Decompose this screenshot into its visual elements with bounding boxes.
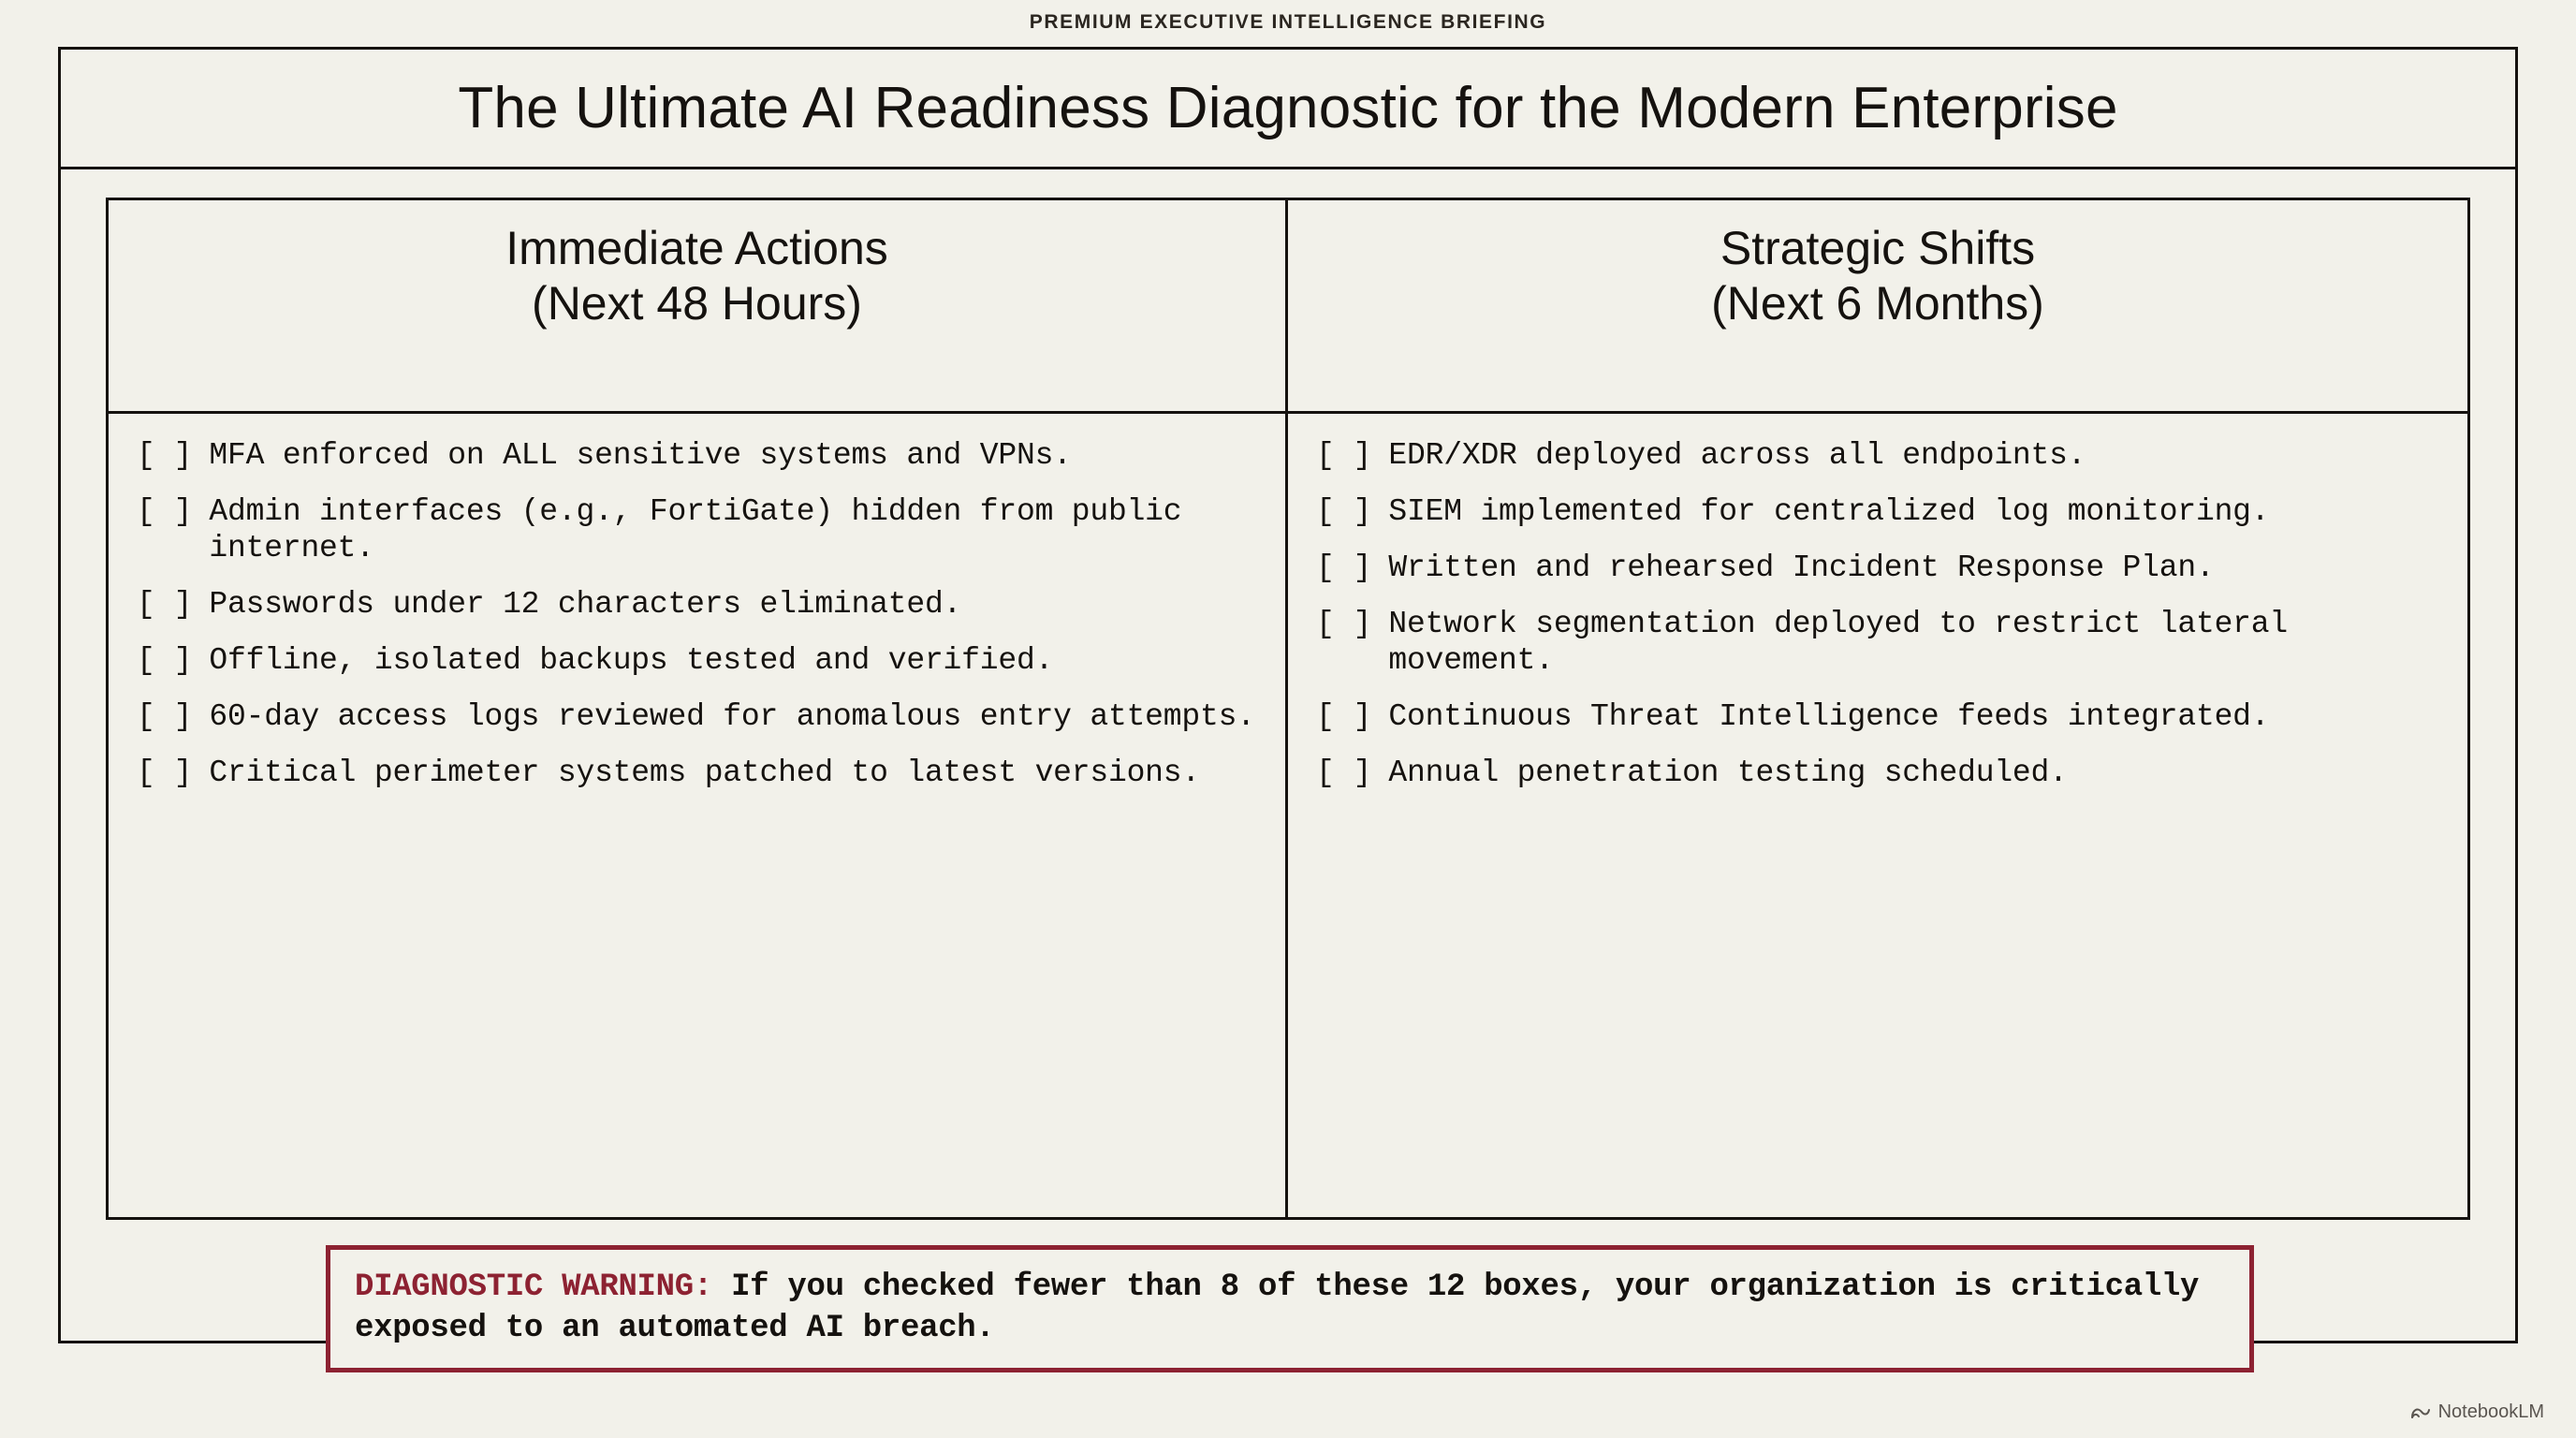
column-header-immediate-actions [109,200,1285,414]
diagnostic-warning-box [326,1245,2254,1372]
checkbox-icon[interactable]: [ ] [137,755,193,790]
list-item[interactable] [137,438,1261,475]
checklist-columns [106,198,2470,1220]
checkbox-icon[interactable]: [ ] [137,642,193,678]
list-item-label: Passwords under 12 characters eliminated. [209,586,962,622]
checkbox-icon[interactable]: [ ] [1316,550,1372,585]
checkbox-icon[interactable]: [ ] [1316,755,1372,790]
list-item[interactable] [1316,607,2443,680]
checkbox-icon[interactable]: [ ] [1316,493,1372,529]
checkbox-icon[interactable]: [ ] [1316,606,1372,641]
list-item[interactable] [137,494,1261,567]
list-item-label: Written and rehearsed Incident Response Plan. [1388,550,2215,585]
column-strategic-shifts [1288,200,2467,1217]
list-item[interactable] [137,699,1261,736]
column-body-strategic-shifts [1288,414,2467,1217]
list-item-label: Admin interfaces (e.g., FortiGate) hidden from public internet. [209,493,1182,565]
column-heading-sub: (Next 48 Hours) [532,277,862,330]
list-item-label: Continuous Threat Intelligence feeds integrated. [1388,698,2270,734]
checkbox-icon[interactable]: [ ] [137,698,193,734]
checkbox-icon[interactable]: [ ] [137,493,193,529]
column-immediate-actions [109,200,1288,1217]
checkbox-icon[interactable]: [ ] [1316,438,1372,473]
notebooklm-brand-label: NotebookLM [2437,1401,2544,1422]
eyebrow-label: PREMIUM EXECUTIVE INTELLIGENCE BRIEFING [1029,11,1547,33]
page-title: The Ultimate AI Readiness Diagnostic for the Modern Enterprise [458,76,2118,140]
notebooklm-brand [2410,1401,2544,1423]
title-bar [61,50,2515,169]
list-item[interactable] [1316,550,2443,587]
list-item-label: Annual penetration testing scheduled. [1388,755,2068,790]
list-item[interactable] [137,756,1261,792]
checkbox-icon[interactable]: [ ] [137,438,193,473]
list-item-label: MFA enforced on ALL sensitive systems and VPNs. [209,438,1072,473]
list-item-label: SIEM implemented for centralized log monitoring. [1388,493,2270,529]
column-heading-sub: (Next 6 Months) [1711,277,2044,330]
column-heading-main: Strategic Shifts [1720,222,2036,274]
diagnostic-sheet [58,47,2518,1343]
list-item[interactable] [137,643,1261,680]
notebooklm-logo-icon [2410,1405,2431,1420]
diagnostic-warning-body: If you checked fewer than 8 of these 12 boxes, your organization is critically exposed to an automated AI breach. [355,1269,2200,1347]
checkbox-icon[interactable]: [ ] [137,586,193,622]
column-body-immediate-actions [109,414,1285,1217]
list-item-label: 60-day access logs reviewed for anomalous entry attempts. [209,698,1255,734]
list-item[interactable] [1316,438,2443,475]
list-item[interactable] [137,587,1261,624]
list-item-label: EDR/XDR deployed across all endpoints. [1388,438,2086,473]
list-item-label: Offline, isolated backups tested and verified. [209,642,1054,678]
list-item[interactable] [1316,699,2443,736]
list-item[interactable] [1316,756,2443,792]
checkbox-icon[interactable]: [ ] [1316,698,1372,734]
list-item-label: Network segmentation deployed to restrict lateral movement. [1388,606,2288,678]
diagnostic-warning-label: DIAGNOSTIC WARNING: [355,1269,712,1305]
diagnostic-warning-text [355,1267,2225,1349]
column-header-strategic-shifts [1288,200,2467,414]
column-heading-main: Immediate Actions [505,222,888,274]
list-item-label: Critical perimeter systems patched to latest versions. [209,755,1200,790]
list-item[interactable] [1316,494,2443,531]
